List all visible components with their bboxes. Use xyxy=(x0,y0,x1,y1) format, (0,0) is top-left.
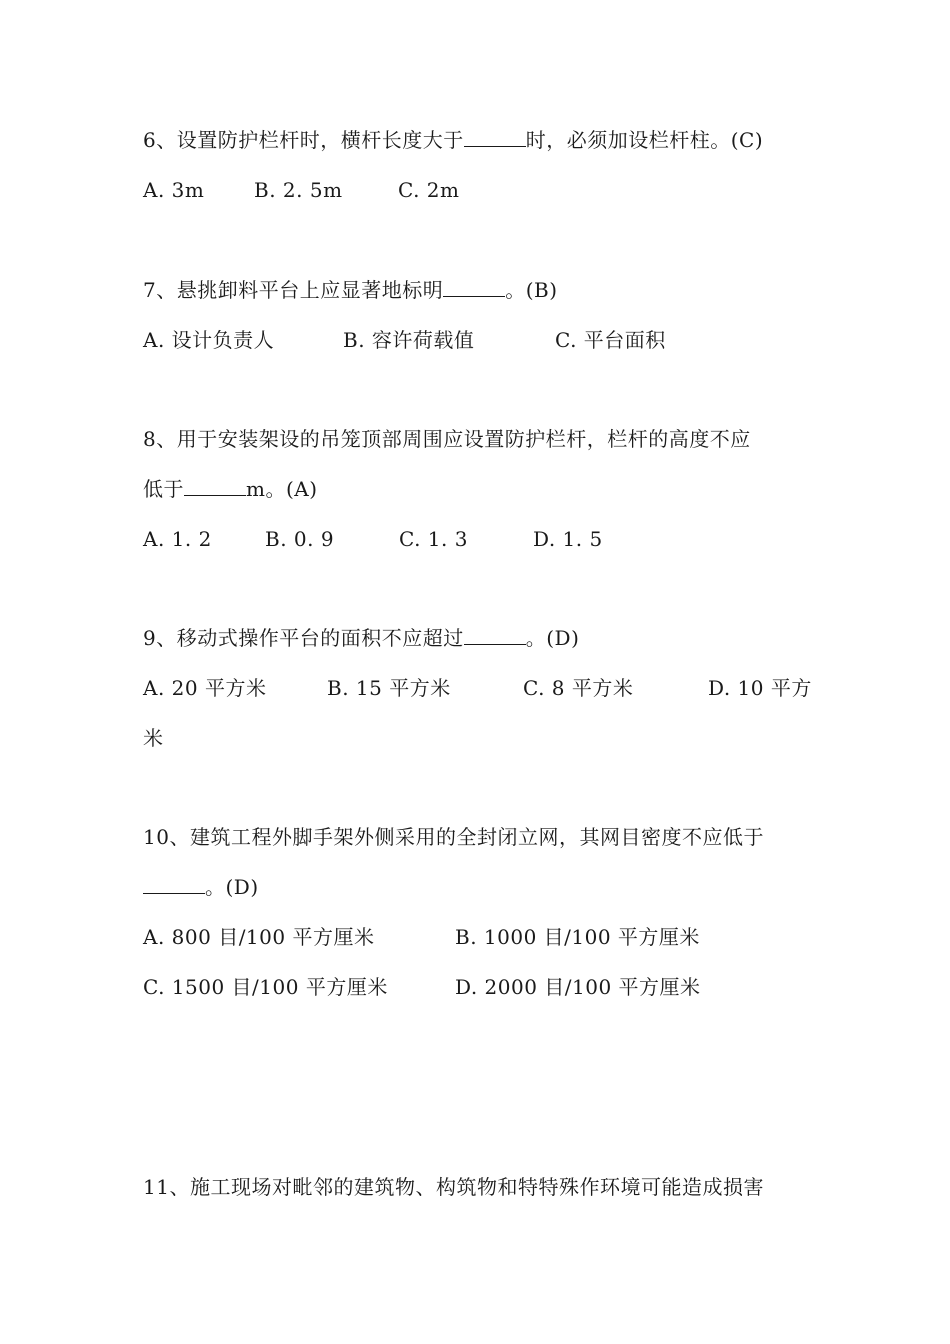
answer-blank xyxy=(464,626,526,645)
question-8-stem-part2: m。(A) xyxy=(246,477,318,501)
question-8-option-d: D. 1. 5 xyxy=(533,527,603,551)
answer-blank xyxy=(464,128,526,147)
question-7-option-a: A. 设计负责人 xyxy=(143,328,275,352)
question-10-option-c: C. 1500 目/100 平方厘米 xyxy=(143,975,388,999)
question-6-stem xyxy=(143,127,763,153)
question-6-stem-part1: 6、设置防护栏杆时，横杆长度大于 xyxy=(143,128,464,152)
question-8-stem-line2 xyxy=(143,476,318,502)
question-6-option-b: B. 2. 5m xyxy=(254,178,343,202)
question-6-option-c: C. 2m xyxy=(398,178,460,202)
question-7-stem xyxy=(143,277,558,303)
question-6-stem-part2: 时，必须加设栏杆柱。(C) xyxy=(525,128,764,152)
question-8-stem-part1: 低于 xyxy=(143,477,184,501)
question-11-stem-line1: 11、施工现场对毗邻的建筑物、构筑物和特特殊作环境可能造成损害 xyxy=(143,1175,764,1199)
question-8-option-c: C. 1. 3 xyxy=(399,527,468,551)
question-9-option-c: C. 8 平方米 xyxy=(523,676,634,700)
question-9-option-a: A. 20 平方米 xyxy=(143,676,267,700)
question-7-option-c: C. 平台面积 xyxy=(555,328,666,352)
question-10-stem-line1: 10、建筑工程外脚手架外侧采用的全封闭立网，其网目密度不应低于 xyxy=(143,825,764,849)
answer-blank xyxy=(443,278,505,297)
question-9-stem-part2: 。(D) xyxy=(525,626,580,650)
question-10-stem-part2: 。(D) xyxy=(205,875,259,899)
question-10-option-b: B. 1000 目/100 平方厘米 xyxy=(455,925,700,949)
question-7-stem-part2: 。(B) xyxy=(505,278,558,302)
question-10-stem-line2 xyxy=(143,874,259,900)
question-8-option-b: B. 0. 9 xyxy=(265,527,335,551)
question-9-option-d: D. 10 平方 xyxy=(708,676,812,700)
question-9-option-b: B. 15 平方米 xyxy=(327,676,451,700)
question-9-stem xyxy=(143,625,579,651)
question-10-option-a: A. 800 目/100 平方厘米 xyxy=(143,925,375,949)
question-9-stem-part1: 9、移动式操作平台的面积不应超过 xyxy=(143,626,464,650)
answer-blank xyxy=(184,477,246,496)
question-8-option-a: A. 1. 2 xyxy=(143,527,212,551)
question-7-stem-part1: 7、悬挑卸料平台上应显著地标明 xyxy=(143,278,444,302)
question-10-option-d: D. 2000 目/100 平方厘米 xyxy=(455,975,701,999)
question-8-stem-line1: 8、用于安装架设的吊笼顶部周围应设置防护栏杆，栏杆的高度不应 xyxy=(143,427,751,451)
question-6-option-a: A. 3m xyxy=(143,178,205,202)
question-7-option-b: B. 容许荷载值 xyxy=(343,328,475,352)
question-9-option-d-wrap: 米 xyxy=(143,726,164,750)
answer-blank xyxy=(143,875,205,894)
